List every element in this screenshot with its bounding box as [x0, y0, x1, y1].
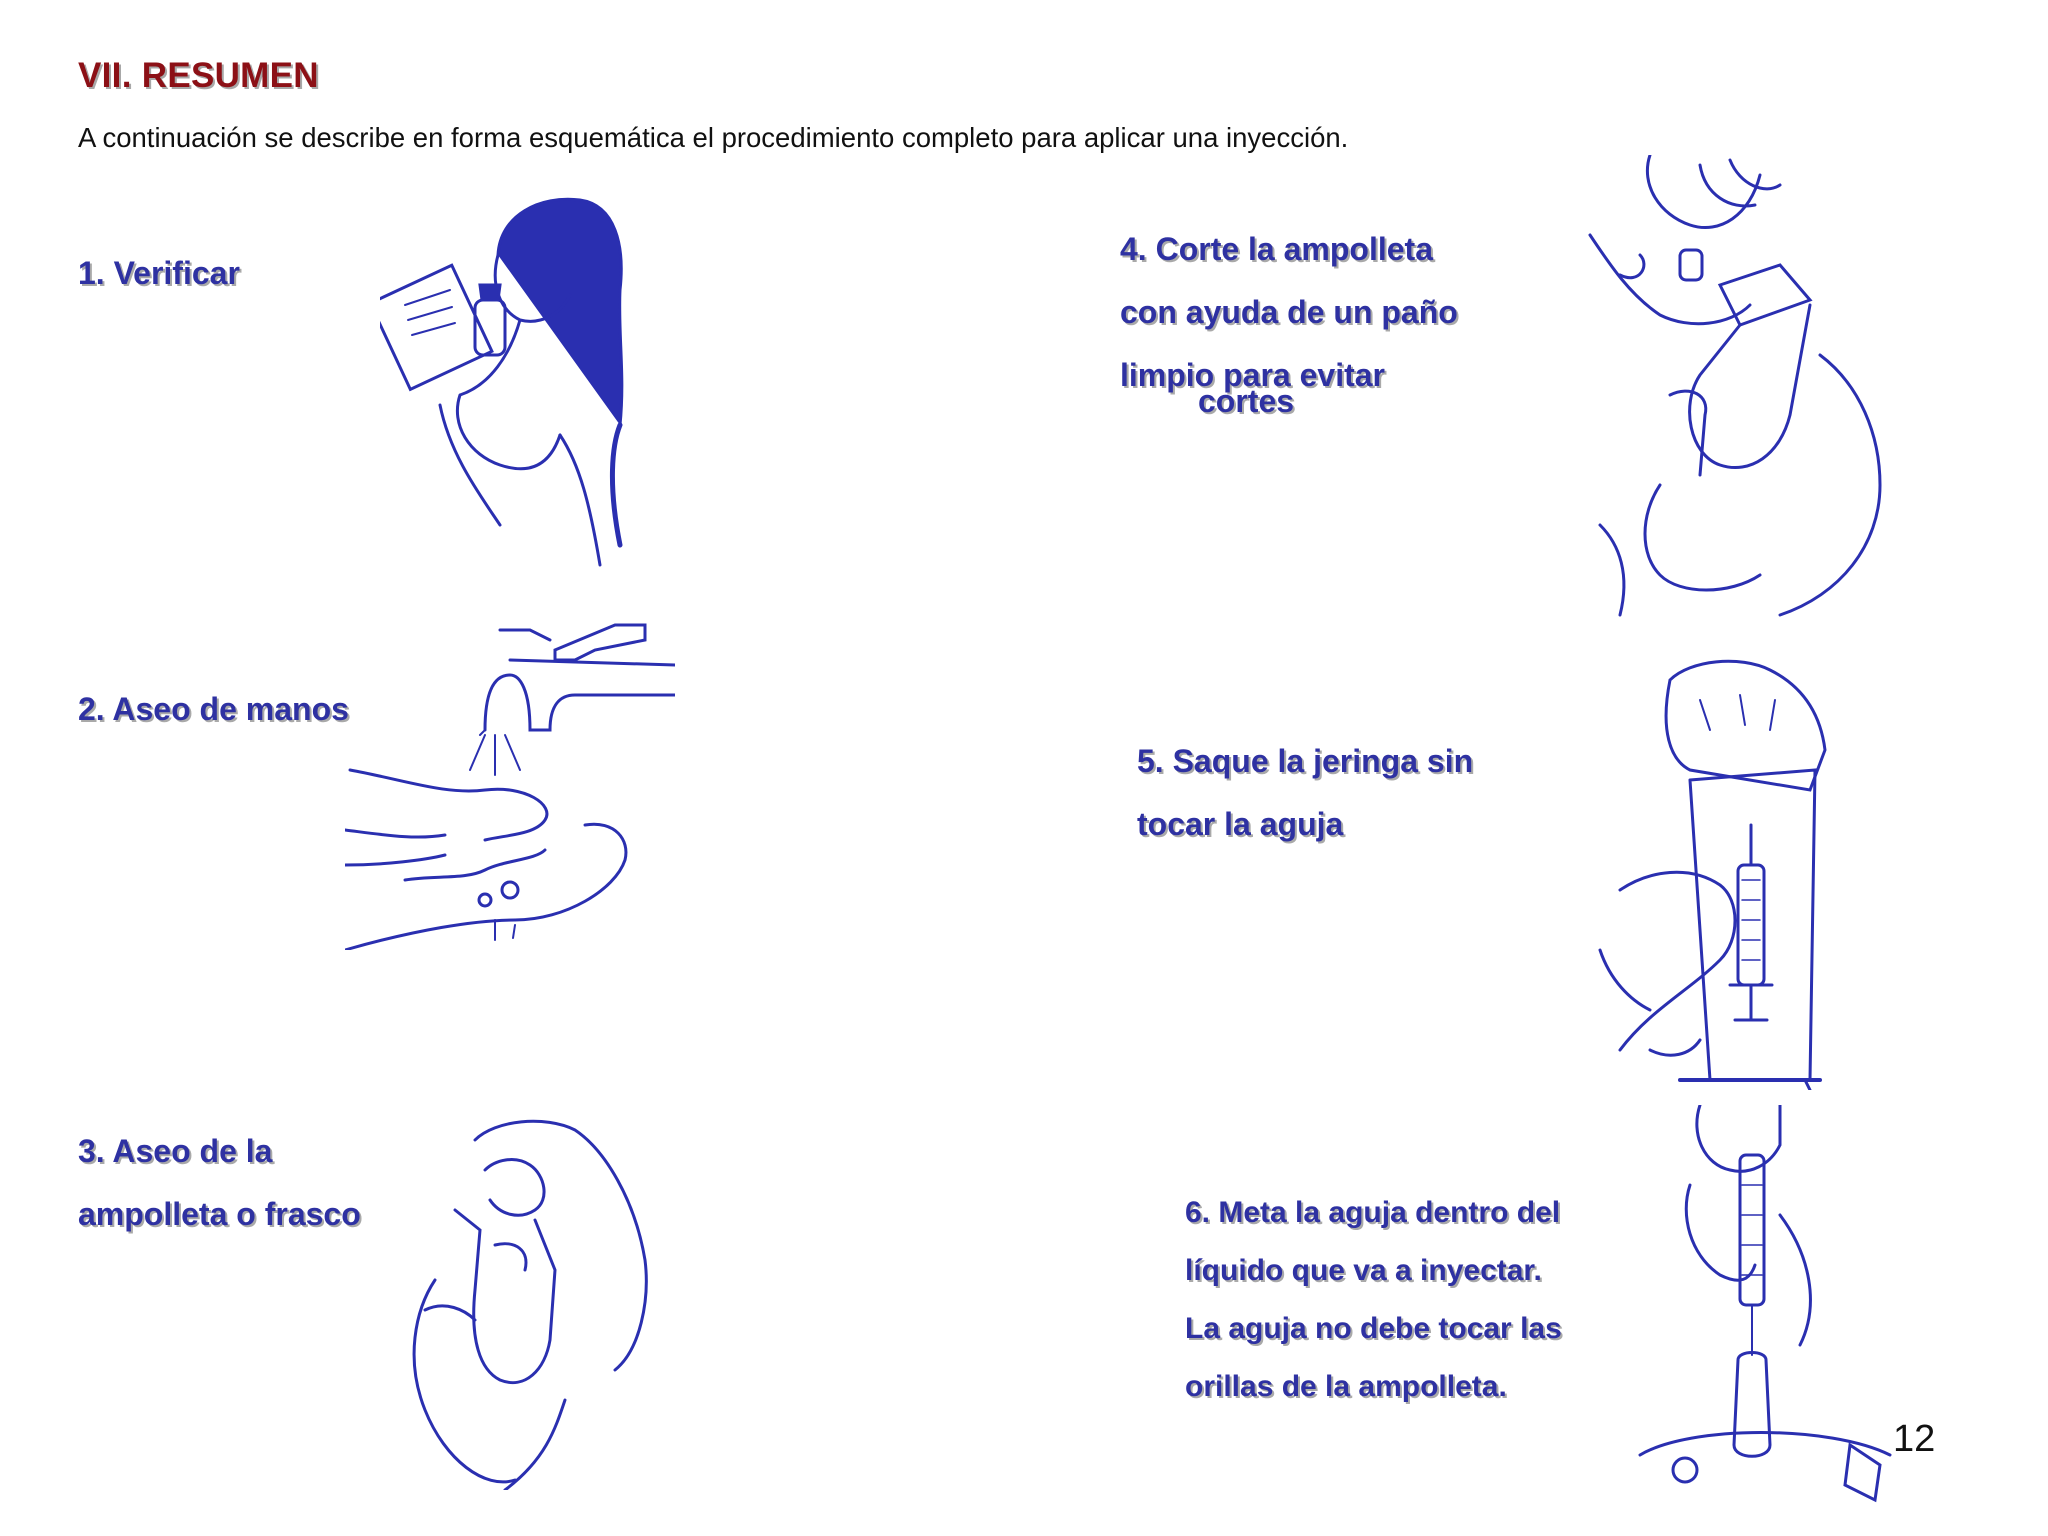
syringe-package-illustration [1590, 650, 1880, 1090]
step-4-text [1120, 218, 1522, 417]
needle-into-ampoule-illustration [1630, 1105, 1900, 1505]
step-5-line-2: tocar la aguja [1137, 806, 1344, 842]
step-2-text [78, 678, 349, 741]
step-4-word-2: para [1223, 357, 1291, 393]
step-6-text [1185, 1184, 1562, 1416]
section-title: VII. RESUMEN [78, 56, 319, 95]
step-6-line-2: líquido que va a inyectar. [1185, 1254, 1542, 1287]
ampoule-cutting-illustration [1580, 155, 1890, 625]
page-number: 12 [1893, 1418, 1936, 1460]
step-3-line-1: 3. Aseo de la [78, 1133, 273, 1169]
handwashing-illustration [345, 620, 675, 950]
step-5-line-1: 5. Saque la jeringa sin [1137, 743, 1474, 779]
step-6-line-3: La aguja no debe tocar las [1185, 1312, 1562, 1345]
step-6-line-1: 6. Meta la aguja dentro del [1185, 1196, 1561, 1229]
step-3-text [78, 1120, 361, 1246]
step-2-line-1: 2. Aseo de manos [78, 691, 349, 727]
step-4-line-2: con ayuda de un paño [1120, 294, 1458, 330]
ampoule-cleaning-illustration [405, 1110, 695, 1490]
step-3-line-2: ampolleta o frasco [78, 1196, 361, 1232]
step-4-line-4: cortes [1198, 383, 1295, 419]
step-4-word-3: evitar [1299, 357, 1385, 393]
step-5-text [1137, 730, 1473, 856]
step-4-word-1: limpio [1120, 357, 1215, 393]
person-reading-label-illustration [380, 195, 670, 575]
step-6-line-4: orillas de la ampolleta. [1185, 1370, 1507, 1403]
intro-text: A continuación se describe en forma esquemática el procedimiento completo para aplicar una inyección. [78, 122, 1349, 153]
step-4-line-1: 4. Corte la ampolleta [1120, 231, 1433, 267]
step-1-line-1: 1. Verificar [78, 255, 240, 291]
step-1-text [78, 242, 240, 305]
